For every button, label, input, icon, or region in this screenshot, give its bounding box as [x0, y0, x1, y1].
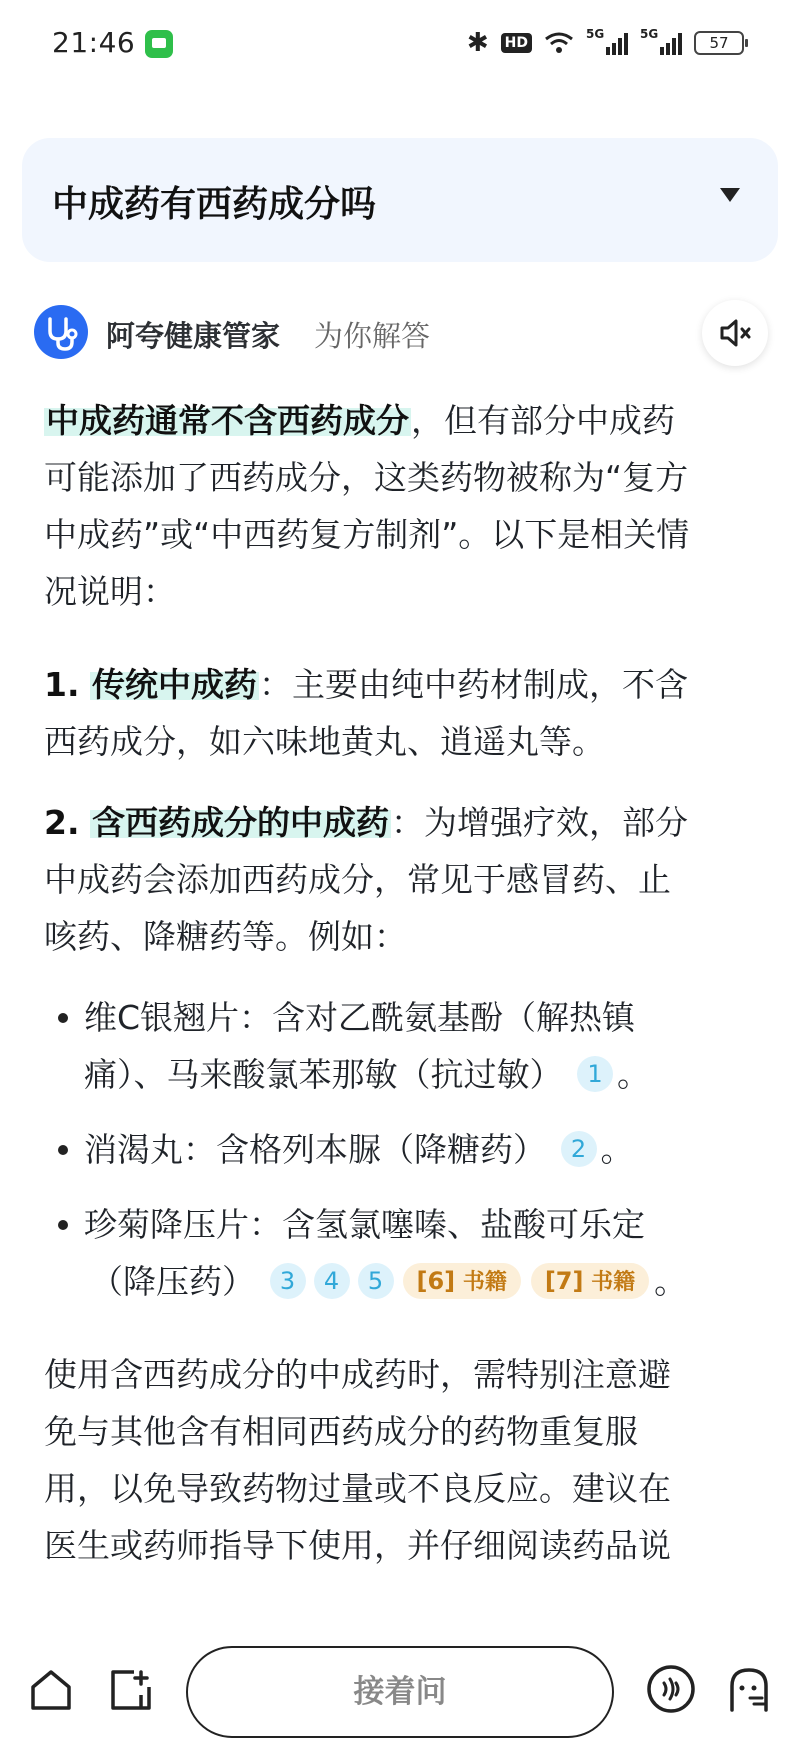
- messages-app-icon: [145, 30, 173, 58]
- closing-text: 医生或药师指导下使用，并仔细阅读药品说: [44, 1526, 671, 1565]
- closing-text: 用，以免导致药物过量或不良反应。建议在: [44, 1469, 671, 1508]
- intro-text: 可能添加了西药成分，这类药物被称为“复方: [44, 458, 689, 497]
- item1-highlight: 传统中成药: [92, 665, 257, 704]
- question-text: 中成药有西药成分吗: [52, 184, 377, 225]
- list-number: 2.: [44, 803, 80, 842]
- item2-highlight: 含西药成分的中成药: [92, 803, 389, 842]
- item1-text: ：主要由纯中药材制成，不含: [259, 665, 688, 704]
- intro-highlight: 中成药通常不含西药成分: [46, 401, 409, 440]
- bullet-text: 消渴丸：含格列本脲（降糖药）: [84, 1130, 546, 1169]
- voice-icon[interactable]: [646, 1664, 696, 1714]
- speaker-mute-icon: [702, 300, 768, 366]
- bullet-item-1: [44, 989, 744, 1103]
- bullet-item-3: [44, 1196, 744, 1310]
- bluetooth-icon: ✱: [466, 28, 489, 58]
- book-citation-badge[interactable]: [7] 书籍: [531, 1263, 649, 1299]
- signal-5g-icon: 5G: [640, 31, 682, 55]
- intro-text: ，但有部分中成药: [411, 401, 675, 440]
- period: 。: [654, 1262, 688, 1301]
- stethoscope-avatar-icon: [34, 305, 88, 359]
- citation-badge[interactable]: 1: [577, 1056, 613, 1092]
- answer-content: [44, 392, 744, 1574]
- status-time: 21:46: [52, 26, 136, 59]
- agent-name: 阿夸健康管家: [106, 319, 281, 353]
- item2-text: 中成药会添加西药成分，常见于感冒药、止: [44, 860, 671, 899]
- citation-badge[interactable]: 5: [358, 1263, 394, 1299]
- bottom-bar: [0, 1620, 800, 1760]
- home-icon[interactable]: [28, 1667, 74, 1713]
- chevron-down-icon[interactable]: [720, 188, 740, 202]
- wifi-icon: [544, 31, 574, 55]
- status-icons: [467, 28, 744, 58]
- intro-text: 中成药”或“中西药复方制剂”。以下是相关情: [44, 515, 690, 554]
- agent-subtitle: 为你解答: [314, 319, 431, 353]
- closing-text: 免与其他含有相同西药成分的药物重复服: [44, 1412, 638, 1451]
- hd-icon: HD: [501, 33, 532, 53]
- closing-paragraph: [44, 1346, 744, 1574]
- book-citation-badge[interactable]: [6] 书籍: [403, 1263, 521, 1299]
- agent-header: [32, 302, 768, 362]
- bullet-text: （降压药）: [90, 1262, 255, 1301]
- citation-badge[interactable]: 3: [270, 1263, 306, 1299]
- new-chat-icon[interactable]: [108, 1667, 154, 1713]
- citation-badge[interactable]: 2: [561, 1131, 597, 1167]
- assistant-bot-icon[interactable]: [726, 1666, 772, 1714]
- list-number: 1.: [44, 665, 80, 704]
- item1-text: 西药成分，如六味地黄丸、逍遥丸等。: [44, 722, 605, 761]
- mute-button[interactable]: [702, 300, 768, 366]
- question-card[interactable]: [22, 138, 778, 262]
- intro-text: 况说明：: [44, 572, 176, 611]
- intro-paragraph: [44, 392, 744, 620]
- battery-icon: 57: [694, 31, 744, 55]
- status-bar: [0, 0, 800, 88]
- closing-text: 使用含西药成分的中成药时，需特别注意避: [44, 1355, 671, 1394]
- list-item-2: [44, 794, 744, 965]
- list-item-1: [44, 656, 744, 770]
- bullet-text: 维C银翘片：含对乙酰氨基酚（解热镇: [84, 998, 636, 1037]
- bullet-text: 珍菊降压片：含氢氯噻嗪、盐酸可乐定: [84, 1205, 645, 1244]
- item2-text: ：为增强疗效，部分: [391, 803, 688, 842]
- ask-input[interactable]: 接着问: [186, 1646, 614, 1738]
- signal-5g-icon: 5G: [586, 31, 628, 55]
- bullet-item-2: [44, 1121, 744, 1178]
- item2-text: 咳药、降糖药等。例如：: [44, 917, 407, 956]
- citation-badge[interactable]: 4: [314, 1263, 350, 1299]
- period: 。: [600, 1130, 634, 1169]
- bullet-text: 痛）、马来酸氯苯那敏（抗过敏）: [84, 1055, 563, 1094]
- period: 。: [617, 1055, 650, 1094]
